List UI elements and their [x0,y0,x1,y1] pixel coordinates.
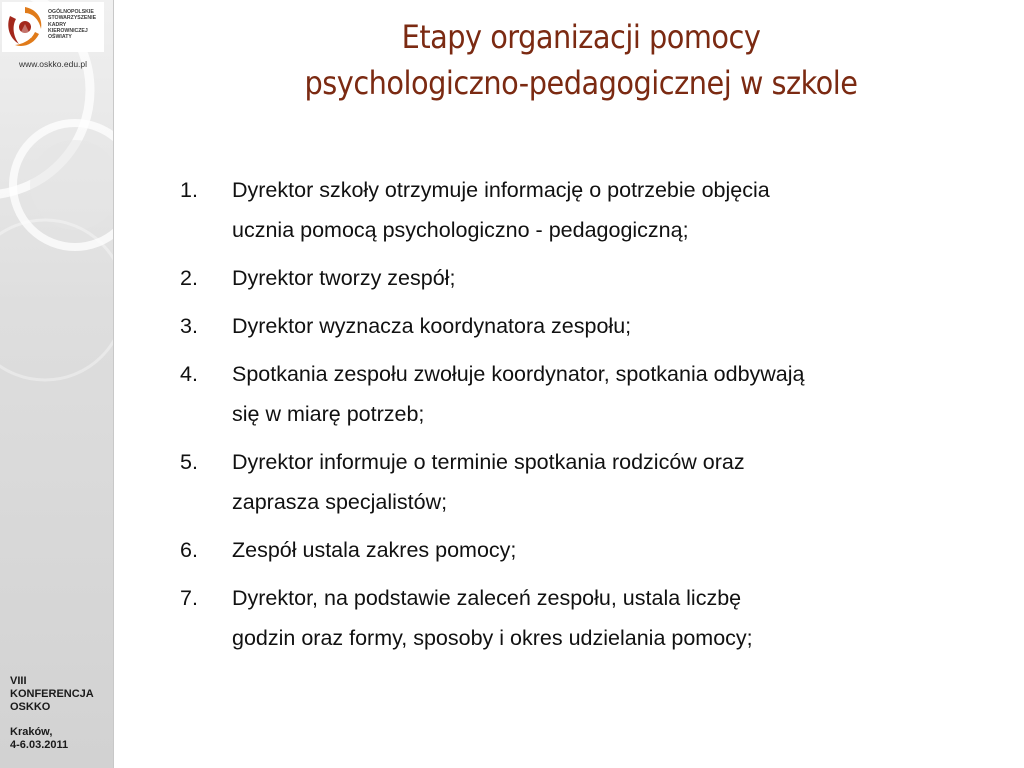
logo-text: OGÓLNOPOLSKIE STOWARZYSZENIE KADRY KIEROWNICZEJ OŚWIATY [48,9,97,41]
step-number: 3. [180,314,198,338]
step-number: 6. [180,538,198,562]
conference-info [10,675,114,752]
step-text-line: Zespół ustala zakres pomocy; [232,538,517,562]
conference-date: 4-6.03.2011 [10,739,69,751]
site-url: www.oskko.edu.pl [19,59,88,69]
conference-line: OSKKO [10,701,51,713]
step-text-line: się w miarę potrzeb; [232,402,425,426]
steps-list [180,170,1010,666]
step-text-line: Dyrektor wyznacza koordynatora zespołu; [232,314,632,338]
list-item [180,578,1010,658]
conference-place: Kraków, [10,726,53,738]
step-text-line: Dyrektor, na podstawie zaleceń zespołu, ustala liczbę [232,586,742,610]
step-text-line: ucznia pomocą psychologiczno - pedagogiczną; [232,218,689,242]
step-text-line: godzin oraz formy, sposoby i okres udzielania pomocy; [232,626,753,650]
oskko-logo-icon [4,4,46,50]
list-item [180,170,1010,250]
step-text-line: Dyrektor tworzy zespół; [232,266,456,290]
list-item [180,306,1010,346]
conference-line: VIII [10,675,27,687]
list-item [180,442,1010,522]
step-text-line: Spotkania zespołu zwołuje koordynator, spotkania odbywają [232,362,805,386]
list-item [180,258,1010,298]
step-text-line: Dyrektor informuje o terminie spotkania rodziców oraz [232,450,745,474]
step-text-line: Dyrektor szkoły otrzymuje informację o potrzebie objęcia [232,178,770,202]
step-number: 1. [180,178,198,202]
list-item [180,354,1010,434]
slide-title-line: Etapy organizacji pomocy [401,18,761,56]
step-number: 2. [180,266,198,290]
step-number: 4. [180,362,198,386]
step-number: 5. [180,450,198,474]
conference-line: KONFERENCJA [10,688,94,700]
decorative-circles [0,0,113,768]
list-item [180,530,1010,570]
step-text-line: zaprasza specjalistów; [232,490,448,514]
slide-title [150,14,1012,106]
slide-title-line: psychologiczno-pedagogicznej w szkole [304,64,858,102]
step-number: 7. [180,586,198,610]
oskko-logo [2,2,104,52]
sidebar [0,0,114,768]
